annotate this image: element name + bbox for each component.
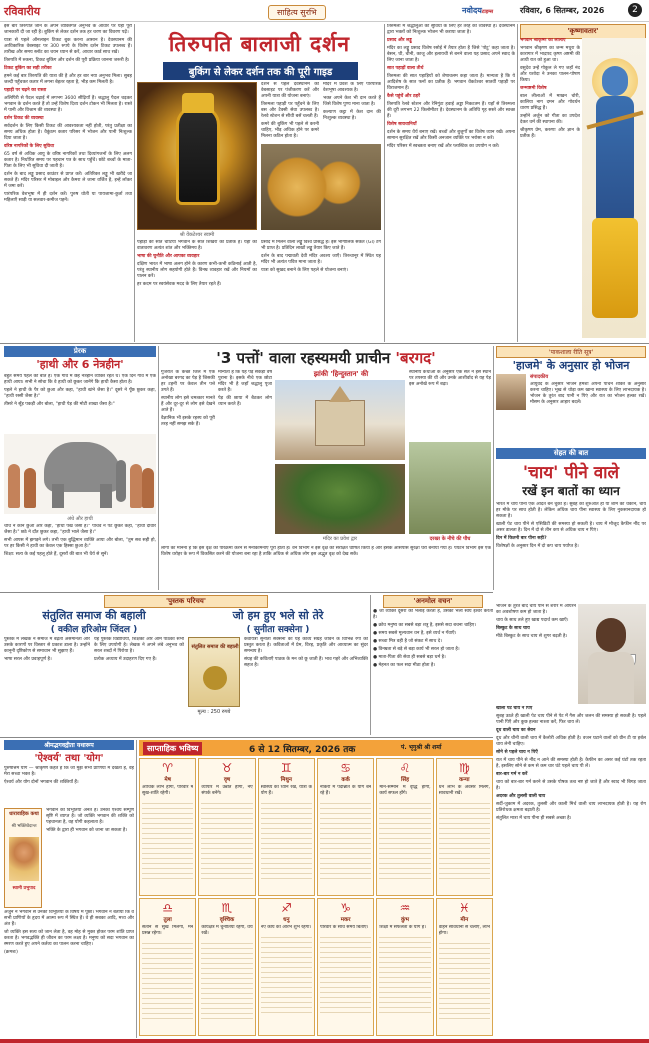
pustak-section (4, 595, 368, 735)
book-review-2: कवयित्री सुनीता सक्सेना का यह काव्य संग्रह जीवन के विभिन्न रंगों को प्रस्तुत करता है। कविताओं में प्रेम, विरह, प्रकृति और आध्यात्म का सुंदर समन्वय है। संग्रह की कविताएँ पाठक के मन को छू जाती हैं। भाव गहरे और अभिव्यक्ति सहज है। (244, 637, 368, 668)
krishna-section (520, 24, 646, 342)
anmol-text: ● जो व्यक्ति दूसरों की भलाई करता है, उसका भला स्वयं ईश्वर करता है। ● क्रोध मनुष्य का सबसे बड़ा शत्रु है, इससे सदा बचना चाहिए। ● समय सबसे मूल्यवान धन है, इसे व्यर्थ न गँवाएँ। ● सच्चा मित्र वही है जो संकट में साथ दे। ● विनम्रता से बड़े से बड़ा कार्य भी सरल हो जाता है। ● माता-पिता की सेवा ही सबसे बड़ा धर्म है। ● मेहनत का फल सदा मीठा होता है। (373, 609, 493, 668)
pakshala-section (496, 346, 646, 446)
zodiac-filler-lines (379, 933, 430, 1013)
elephant-leg-icon (52, 484, 64, 508)
prerak-intro: बहुत समय पहले की बात है। एक गाँव में छह नेत्रहीन व्यक्ति रहते थे। एक दिन गाँव में एक हाथी आया। सभी ने सोचा कि वे हाथी को छूकर जानेंगे कि हाथी कैसा होता है। पहले ने हाथी के पैर को छुआ और कहा, "हाथी खंभे जैसा है।" दूसरे ने पूँछ छूकर कहा, "हाथी रस्सी जैसा है।" तीसरे ने सूँड़ पकड़ी और बोला, "हाथी पेड़ की मोटी शाखा जैसा है।" (4, 374, 156, 407)
horoscope-sign (139, 898, 196, 1036)
book-title-1: संतुलित समाज की बहाली (42, 609, 146, 622)
tirupati-deity-photo (137, 82, 257, 230)
section-divider (0, 343, 649, 344)
zodiac-filler-lines (379, 799, 430, 879)
temple-photo (275, 380, 405, 460)
bargad-title: '3 पत्तों' वाला रहस्यमयी प्राचीन 'बरगद' (216, 349, 436, 367)
horoscope-banner (139, 740, 493, 756)
horoscope-sign (258, 758, 315, 896)
zodiac-name: सिंह (400, 777, 410, 783)
prerak-section (4, 346, 156, 590)
chai-text-c: खाली पेट चाय न पिएँ सुबह उठते ही खाली पेट चाय पीने से पेट में गैस और जलन की समस्या हो सकती है। पहले पानी पिएँ और कुछ हल्का नाश्ता करें, फिर चाय लें। दूध वाली चाय का सेवन दूध और चीनी वाली चाय में कैलोरी अधिक होती है। वजन घटाने वालों को ग्रीन टी या हर्बल चाय लेनी चाहिए। सोने से पहले चाय न पिएँ रात में चाय पीने से नींद न आने की समस्या होती है। कैफीन का असर कई घंटों तक रहता है, इसलिए सोने से कम से कम चार घंटे पहले चाय पी लें। बार-बार गर्म न करें चाय को बार-बार गर्म करने से उसके पोषक तत्व नष्ट हो जाते हैं और स्वाद भी बिगड़ जाता है। अदरक और तुलसी वाली चाय सर्दी-जुकाम में अदरक, तुलसी और काली मिर्च वाली चाय लाभदायक होती है। यह रोग प्रतिरोधक क्षमता बढ़ाती है। संतुलित मात्रा में चाय पीना ही सबसे अच्छा है। (496, 706, 646, 821)
krishna-face-icon (602, 66, 628, 96)
zodiac-prediction: मान-सम्मान में वृद्धि होगी, कार्य सफल होंगे। (379, 785, 431, 796)
horoscope-label: साप्ताहिक भविष्य (143, 742, 202, 755)
horoscope-sign (198, 758, 255, 896)
zodiac-icon: ♍ (458, 761, 470, 775)
horoscope-sign (436, 758, 493, 896)
section-title: रविवारीय (4, 5, 41, 18)
elephant-leg-icon (100, 484, 112, 508)
blind-man-icon (8, 464, 20, 508)
zodiac-name: तुला (163, 917, 172, 923)
bargad-col-c: स्थानीय कथाओं के अनुसार एक संत ने इस स्थान पर तपस्या की थी और उनके आशीर्वाद से यह पेड़ इस अनोखे रूप में बढ़ा। (409, 370, 491, 387)
prerak-header: प्रेरक (4, 346, 156, 357)
zodiac-prediction: संतान से सुख मिलेगा, मन प्रसन्न रहेगा। (142, 925, 194, 936)
book-title-2: जो हम हुए भले सो तेरे (232, 609, 324, 622)
temple-spire-icon (329, 386, 351, 402)
book-author-2: ( सुनीता सक्सेना ) (246, 625, 310, 635)
prerak-caption: अंधे और हाथी (67, 516, 93, 522)
gita-section (4, 740, 134, 1038)
gita-header: श्रीमद्भगवद्गीता यथारूप (4, 740, 134, 750)
elephant-trunk-icon (116, 460, 126, 502)
gita-sidebar (4, 808, 42, 908)
chai-title-2: रखें इन बातों का ध्यान (522, 484, 620, 498)
zodiac-filler-lines (261, 933, 312, 1013)
zodiac-icon: ♊ (280, 761, 292, 775)
tirupati-subtitle: बुकिंग से लेकर दर्शन तक की पूरी गाइड (163, 62, 358, 80)
issue-date: रविवार, 6 सितम्बर, 2026 (520, 6, 605, 15)
krishna-dhoti-icon (592, 218, 638, 318)
gita-text: भगवान की विभूतियाँ अनंत हैं। उनका ऐश्वर्य सम्पूर्ण सृष्टि में व्याप्त है। जो व्यक्ति भगवान की शक्ति को पहचानता है, वह योगी कहलाता है। भक्ति के द्वारा ही भगवान को जाना जा सकता है। (46, 808, 134, 833)
horoscope-sign (258, 898, 315, 1036)
horoscope-section (139, 740, 493, 1038)
zodiac-filler-lines (320, 933, 371, 1013)
gita-sidebar-title: धारावाहिक कथा (9, 811, 39, 817)
book-review-1a: पुस्तक में लेखक ने समाज में बढ़ती असमानता और उसके कारणों पर विस्तार से प्रकाश डाला है। उन्होंने कानूनी दृष्टिकोण से समाधान भी सुझाए हैं। भाषा सरल और प्रवाहपूर्ण है। (4, 637, 90, 662)
zodiac-prediction: नौकरी में पदोन्नति के योग बन रहे हैं। (319, 785, 372, 796)
bargad-photo-2 (409, 442, 491, 534)
gita-text-2: अर्जुन ने भगवान से उनकी विभूतियों के विषय में पूछा। भगवान ने बताया कि वे सभी प्राणियों के हृदय में आत्मा रूप में स्थित हैं। वे ही सबका आदि, मध्य और अंत हैं। जो व्यक्ति इस सत्य को जान लेता है, वह मोह से मुक्त होकर परम शांति प्राप्त करता है। भगवद्भक्ति ही जीवन का परम लक्ष्य है। मनुष्य को सदा भगवान का स्मरण करते हुए अपने कर्तव्य का पालन करना चाहिए। (क्रमशः) (4, 910, 134, 955)
tirupati-col-a: दर्शन से पहले देवस्थानम की वेबसाइट पर पंजीकरण करें और अपनी यात्रा की योजना बनाएं। तिरुमला पहाड़ी पर पहुँचने के लिए बस और टैक्सी सेवा उपलब्ध है। रेलवे स्टेशन से सीधी बसें चलती हैं। कमरे की बुकिंग भी पहले से करनी चाहिए, भीड़ अधिक होने पर कमरे मिलना कठिन होता है। (261, 82, 319, 139)
section-divider (0, 592, 493, 593)
zodiac-name: कन्या (459, 777, 470, 783)
tirupati-title: तिरुपति बालाजी दर्शन (168, 32, 351, 56)
horoscope-sign (436, 898, 493, 1036)
column-divider (134, 24, 135, 342)
woman-body-icon (588, 652, 634, 704)
book-cover-title: संतुलित समाज की बहाली (191, 644, 239, 650)
horoscope-sign (376, 898, 433, 1036)
zodiac-name: मीन (460, 917, 469, 923)
paper-name: नवोदयटाइम्स (462, 6, 494, 15)
bargad-section (161, 346, 491, 590)
bargad-col-a: गुजरात के कच्छ जिले में एक अनोखा बरगद का पेड़ है जिसकी हर टहनी पर केवल तीन पत्ते उगते हैं। स्थानीय लोग इसे चमत्कार मानते हैं और दूर-दूर से लोग इसे देखने आते हैं। वैज्ञानिक भी इसके रहस्य को पूरी तरह नहीं समझ सके हैं। (161, 370, 215, 427)
column-divider (493, 346, 494, 590)
prerak-story: चौथे ने कान छुआ और कहा, "हाथी पंखे जैसा है।" पाँचवें ने पेट छूकर कहा, "हाथी दीवार जैसा है।" छठे ने दाँत छूकर कहा, "हाथी भाले जैसा है।" सभी आपस में झगड़ने लगे। तभी एक बुद्धिमान व्यक्ति आया और बोला, "तुम सब सही हो, पर हर किसी ने हाथी का केवल एक हिस्सा छुआ है।" शिक्षा: सत्य के कई पहलू होते हैं, दूसरों की बात भी धैर्य से सुनें। (4, 524, 156, 557)
zodiac-filler-lines (201, 799, 252, 879)
footer-strip (0, 1039, 649, 1043)
horoscope-sign (317, 898, 374, 1036)
tirupati-body-2: प्रसाद में मिलने वाला लड्डू विश्व प्रसिद्ध है। इसे भौगोलिक संकेत (GI) टैग भी प्राप्त है। प्रतिदिन लाखों लड्डू तैयार किए जाते हैं। दर्शन के बाद पद्मावती देवी मंदिर अवश्य जाएँ। तिरुचानूर में स्थित यह मंदिर भी अत्यंत पवित्र माना जाता है। यात्रा को सुखद बनाने के लिए पहले से योजना बनाएं। (261, 240, 381, 273)
author-label: संपादकीय (530, 374, 549, 380)
horoscope-sign (198, 898, 255, 1036)
blind-man-icon (24, 468, 36, 508)
krishna-header: 'कृष्णावतार' (520, 24, 646, 39)
zodiac-name: कुंभ (400, 917, 410, 923)
horoscope-sign (376, 758, 433, 896)
book-review-1b: यह पुस्तक विद्यार्थियों, शिक्षकों और आम पाठकों सभी के लिए उपयोगी है। लेखक ने अपने लंबे अनुभव को सरल शब्दों में पिरोया है। प्रत्येक अध्याय में उदाहरण दिए गए हैं। (94, 637, 184, 662)
section-center-label: साहित्य सुरभि (268, 5, 326, 20)
section-divider (0, 737, 493, 738)
pustak-header: 'पुस्तक परिचय' (104, 595, 268, 608)
book-author-1: ( वकील हरिओम जिंदल ) (50, 625, 138, 635)
tirupati-photo-caption: श्री वेंकटेश्वर स्वामी (179, 232, 215, 238)
zodiac-icon: ♎ (162, 901, 174, 915)
zodiac-name: मकर (340, 917, 351, 923)
zodiac-filler-lines (261, 799, 312, 879)
zodiac-filler-lines (201, 939, 252, 1019)
chai-text-a: भारत में चाय पीना एक आदत बन चुकी है। सुबह की शुरुआत हो या शाम की थकान, चाय हर मौके पर साथ होती है। लेकिन अधिक चाय पीना स्वास्थ्य के लिए नुकसानदायक हो सकता है। खाली पेट चाय पीने से एसिडिटी की समस्या हो सकती है। चाय में मौजूद कैफीन नींद पर असर डालता है। दिन में दो से तीन कप से अधिक चाय न पिएं। दिन में कितनी बार पीना सही? विशेषज्ञों के अनुसार दिन में दो कप चाय पर्याप्त है। (496, 502, 646, 549)
zodiac-icon: ♏ (221, 901, 233, 915)
zodiac-icon: ♐ (280, 901, 292, 915)
deity-figure-icon (176, 105, 220, 205)
zodiac-prediction: आर्थिक लाभ होगा, परिवार में सुख-शांति रहेगी। (142, 785, 194, 796)
column-divider (158, 346, 159, 590)
krishna-illustration (582, 38, 646, 338)
laddu-photo (261, 144, 381, 230)
zodiac-name: वृश्चिक (219, 917, 235, 923)
column-divider (370, 595, 371, 735)
zodiac-icon: ♌ (399, 761, 411, 775)
zodiac-filler-lines (439, 939, 490, 1019)
gita-sidebar-sub: श्री भक्तिवेदान्त (11, 824, 37, 829)
bargad-col-b: मान्यता है कि यह पेड़ सैकड़ों वर्ष पुराना है। इसके नीचे एक छोटा मंदिर भी है जहाँ श्रद्धालु पूजा करते हैं। पेड़ की छाया में बैठकर लोग ध्यान करते हैं। (218, 370, 272, 407)
column-divider (136, 740, 137, 1038)
anmol-header: 'अनमोल वचन' (383, 595, 483, 608)
pakshala-title: 'हाजमे' के अनुसार हो भोजन (512, 359, 630, 372)
zodiac-prediction: धन लाभ के अवसर मिलेंगे, सावधानी रखें। (438, 785, 490, 796)
zodiac-prediction: शिक्षा में सफलता के योग हैं। (379, 925, 426, 930)
left-intro-article: इस बार तिरुपति जाने के अपने व्यक्तिगत अनुभव के आधार पर यहाँ पूरी जानकारी दी जा रही है। बुकिंग से लेकर दर्शन तक हर चरण का विवरण पढ़ें। यात्रा से पहले ऑनलाइन टिकट बुक करना आसान है। देवस्थानम की आधिकारिक वेबसाइट पर 300 रुपये के विशेष दर्शन टिकट उपलब्ध हैं। तारीख और समय स्लॉट का चयन ध्यान से करें, आधार कार्ड साथ रखें। तिरुपति में रुकना, टिकट बुकिंग और दर्शन की पूरी प्रक्रिया जानना जरूरी है। टिकट बुकिंग का सही तरीका हमने कई बार तिरुपति की यात्रा की है और हर बार नया अनुभव मिला। सुबह जल्दी पहुँचकर कतार में लगना बेहतर रहता है, भीड़ कम मिलती है। पहाड़ी पर चढ़ने का रास्ता अलिपिरी से पैदल चढ़ाई में लगभग 3600 सीढ़ियाँ हैं। श्रद्धालु पैदल चढ़कर भगवान के दर्शन करते हैं तो उन्हें विशेष दिव्य दर्शन टोकन भी मिलता है। रास्ते में पानी और विश्राम की व्यवस्था है। दर्शन टिकट की व्यवस्था सर्वदर्शन के लिए किसी टिकट की आवश्यकता नहीं होती, परंतु प्रतीक्षा का समय अधिक होता है। वैकुंठम कतार परिसर में भोजन और पानी निःशुल्क दिया जाता है। वरिष्ठ नागरिकों के लिए सुविधा 65 वर्ष से अधिक आयु के वरिष्ठ नागरिकों तथा दिव्यांगजनों के लिए अलग कतार है। निर्धारित समय पर पहचान पत्र के साथ पहुँचें। छोटे बच्चों के माता-पिता के लिए भी सुविधा दी जाती है। दर्शन के बाद लड्डू प्रसाद काउंटर से प्राप्त करें। अतिरिक्त लड्डू भी खरीदे जा सकते हैं। मंदिर परिसर में मोबाइल और कैमरा ले जाना वर्जित है, इन्हें लॉकर में जमा करें। पारंपरिक वेशभूषा में ही दर्शन करें। पुरुष धोती या पायजामा-कुर्ता तथा महिलाएँ साड़ी या सलवार-कमीज पहनें। (4, 24, 132, 203)
chai-text-b: भोजन के तुरंत बाद चाय पीने से शरीर में आयरन का अवशोषण कम हो जाता है। चाय के साथ तले हुए खाद्य पदार्थ कम खाएँ। बिस्कुट के साथ चाय मीठे बिस्कुट के साथ चाय से शुगर बढ़ती है। (496, 604, 576, 639)
zodiac-filler-lines (142, 799, 193, 879)
zodiac-filler-lines (439, 799, 490, 879)
horoscope-grid (139, 758, 493, 1036)
tirupati-col-b: मंदिर में प्रवेश के लिए पारंपरिक वेशभूषा आवश्यक है। भक्त अपने केश भी दान करते हैं जिसे विशेष पुण्य माना जाता है। कल्याण कट्टा में केश दान की निःशुल्क व्यवस्था है। (323, 82, 381, 121)
zodiac-name: मिथुन (280, 777, 292, 783)
elephant-illustration (4, 434, 156, 514)
zodiac-name: मेष (164, 777, 171, 783)
zodiac-filler-lines (142, 939, 193, 1019)
column-divider (517, 24, 518, 342)
right-top-article: तिरुमला में श्रद्धालुओं की सुविधा के लिए हर तरह की व्यवस्था है। देवस्थानम द्वारा भक्तों को निःशुल्क भोजन भी कराया जाता है। प्रसाद और लड्डू मंदिर का लड्डू प्रसाद विशेष रसोई में तैयार होता है जिसे 'पोटु' कहा जाता है। बेसन, घी, चीनी, काजू और इलायची से बनने वाला यह प्रसाद अपने स्वाद के लिए जाना जाता है। सात पहाड़ों वाला तीर्थ तिरुमला की सात पहाड़ियों को शेषाचलम कहा जाता है। मान्यता है कि ये आदिशेष के सात फनों का प्रतीक हैं। भगवान वेंकटेश्वर सातवीं पहाड़ी पर विराजमान हैं। कैसे पहुंचें और ठहरें तिरुपति रेलवे स्टेशन और रेनिगुंटा हवाई अड्डा निकटतम हैं। यहाँ से तिरुमला की दूरी लगभग 22 किलोमीटर है। देवस्थानम के अतिथि गृह सस्ते और स्वच्छ हैं। विशेष सावधानियाँ दर्शन के समय धैर्य बनाए रखें। बच्चों और बुजुर्गों का विशेष ध्यान रखें। अपना सामान सुरक्षित रखें और किसी अनजान व्यक्ति पर भरोसा न करें। मंदिर परिसर में स्वच्छता बनाए रखें और प्लास्टिक का उपयोग न करें। (387, 24, 515, 149)
zodiac-icon: ♑ (340, 901, 352, 915)
pakshala-header: 'पाकशाला रीति सूत्र' (496, 346, 646, 358)
zodiac-icon: ♈ (162, 761, 174, 775)
zodiac-name: वृष (223, 777, 231, 783)
bargad-caption-3: दरख्त के नीचे की पौध (429, 536, 471, 542)
chai-section (496, 448, 646, 1038)
tirupati-feature (137, 24, 382, 342)
tea-woman-photo (578, 604, 646, 704)
horoscope-astrologer: पं. भृगुश्री श्री शर्मा (401, 744, 442, 751)
horoscope-sign (317, 758, 374, 896)
prabhupada-name: स्वामी प्रभुपाद (12, 886, 36, 891)
tirupati-body: पहाड़ी की सात चोटियाँ भगवान के सात शिखरों का प्रतीक हैं। यहाँ का वातावरण अत्यंत शांत और भक्तिमय है। भाषा की चुनौति और आपका व्यवहार दक्षिण भारत में भाषा अलग होने के कारण कभी-कभी कठिनाई आती है, परंतु स्थानीय लोग सहयोगी होते हैं। विनम्र व्यवहार रखें और नियमों का पालन करें। हर कदम पर स्वयंसेवक मदद के लिए तैयार रहते हैं। (137, 240, 257, 287)
blind-man-icon (130, 464, 142, 508)
krishna-text: भगवान श्रीकृष्ण की लीलाएँ भगवान श्रीकृष्ण का जन्म मथुरा के कारागार में भाद्रपद कृष्ण अष्टमी की आधी रात को हुआ था। वसुदेव उन्हें गोकुल ले गए जहाँ नंद और यशोदा ने उनका पालन-पोषण किया। जन्माष्टमी विशेष बाल लीलाओं में माखन चोरी, कालिया नाग दमन और गोवर्धन धारण प्रसिद्ध हैं। उन्होंने अर्जुन को गीता का उपदेश देकर धर्म की स्थापना की। श्रीकृष्ण प्रेम, करुणा और ज्ञान के प्रतीक हैं। (520, 38, 580, 139)
bargad-footer-text: लोगों का मानना है कि इस वृक्ष की परिक्रमा करने से मनोकामनाएं पूरी होती हैं। वन विभाग ने इस वृक्ष को संरक्षित घोषित किया है और इसके आसपास सुरक्षा घेरा बनाया गया है। पर्यटन विभाग इसे एक विशेष धरोहर के रूप में विकसित करने की योजना बना रहा है ताकि अधिक से अधिक लोग इस अद्भुत वृक्ष को देख सकें। (161, 546, 491, 557)
column-divider (384, 24, 385, 342)
horoscope-sign (139, 758, 196, 896)
zodiac-prediction: स्वास्थ्य का ध्यान रखें, यात्रा के योग हैं। (260, 785, 312, 796)
zodiac-icon: ♓ (458, 901, 470, 915)
blind-man-icon (142, 468, 154, 508)
prerak-title: 'हाथी और 6 नेत्रहीन' (36, 358, 124, 371)
page-number: 2 (628, 3, 642, 17)
zodiac-filler-lines (320, 799, 371, 879)
deity-crown-icon (182, 93, 214, 113)
tree-photo (275, 464, 405, 534)
zodiac-prediction: परिवार के साथ समय बिताएँ। (319, 925, 369, 930)
zodiac-icon: ♉ (221, 761, 233, 775)
bargad-image-label: झांकी 'हिन्दुस्तान' की (313, 370, 369, 378)
zodiac-name: धनु (283, 917, 290, 923)
zodiac-prediction: वाहन सावधानी से चलाएँ, लाभ होगा। (438, 925, 490, 936)
masthead (0, 0, 649, 22)
zodiac-prediction: व्यापार में उन्नति होगी, नए संपर्क बनेंगे। (201, 785, 253, 796)
gita-title: 'ऐश्वर्य' तथा 'योग' (34, 753, 104, 764)
book-cover (188, 637, 240, 707)
pakshala-text: आयुर्वेद के अनुसार भोजन हमेशा अपनी पाचन शक्ति के अनुसार करना चाहिए। भूख से थोड़ा कम खाना स्वास्थ्य के लिए लाभदायक है। भोजन के तुरंत बाद पानी न पिएं और रात का भोजन हल्का रखें। मौसम के अनुसार आहार बदलें। (530, 382, 646, 405)
gita-intro: पुरुषोत्तम योग — श्रीकृष्ण कहते हैं कि जो मुझे सभी प्राणियों में देखता है, वह मेरा सच्चा भक्त है। ऐश्वर्य और योग दोनों भगवान की शक्तियाँ हैं। (4, 766, 134, 785)
zodiac-prediction: नए कार्य का आरंभ शुभ रहेगा। (260, 925, 312, 930)
prabhupada-photo (9, 837, 39, 881)
chai-title-1: 'चाय' पीने वाले (522, 463, 620, 483)
anmol-section (373, 595, 493, 735)
book-emblem-icon (203, 666, 227, 690)
zodiac-name: कर्क (341, 777, 350, 783)
chai-header: सेहत की बात (496, 448, 646, 459)
bargad-caption-1: मंदिर का प्रवेश द्वार (322, 536, 358, 542)
zodiac-prediction: कार्यक्षेत्र में चुनौतियाँ रहेंगी, धैर्य रखें। (201, 925, 253, 936)
book-price: मूल्य : 250 रुपये (197, 709, 231, 715)
zodiac-icon: ♒ (399, 901, 411, 915)
woman-head-icon (596, 618, 626, 652)
horoscope-dates: 6 से 12 सितम्बर, 2026 तक (249, 745, 356, 755)
zodiac-icon: ♋ (340, 761, 352, 775)
temple-icon (315, 400, 365, 446)
author-photo (496, 374, 526, 410)
